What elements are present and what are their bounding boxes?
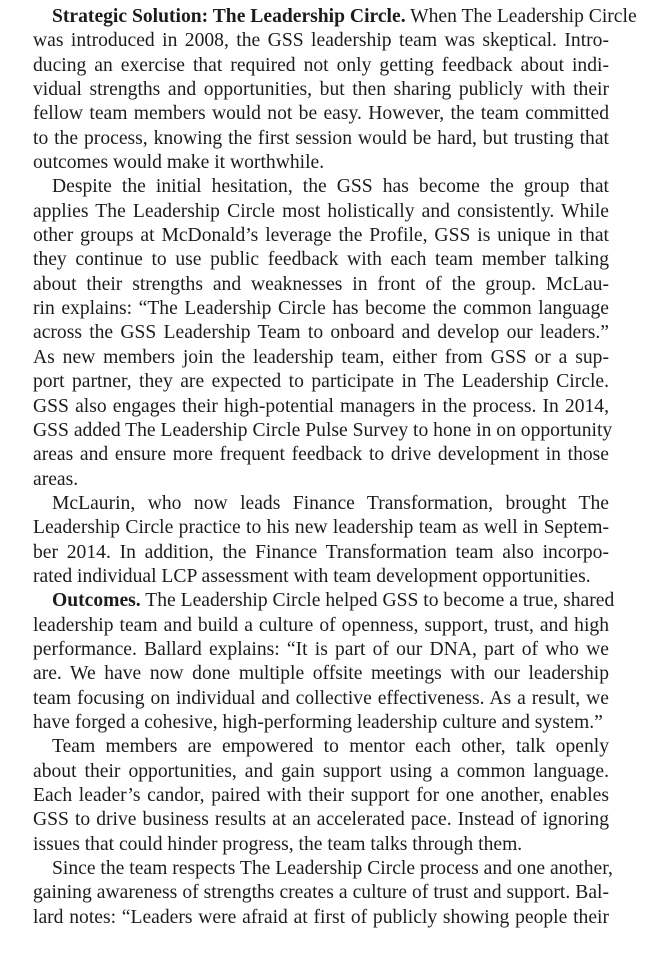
text-line: about their strengths and weaknesses in front of the group. McLau- bbox=[33, 273, 609, 295]
text-line: McLaurin, who now leads Finance Transformation, brought The bbox=[52, 492, 609, 514]
run-in-heading-outcomes: Outcomes. bbox=[52, 590, 141, 612]
text-line: rated individual LCP assessment with team development opportunities. bbox=[33, 565, 591, 587]
text-line: other groups at McDonald’s leverage the Profile, GSS is unique in that bbox=[33, 225, 609, 247]
text-line: vidual strengths and opportunities, but then sharing publicly with their bbox=[33, 79, 609, 101]
text-line: Outcomes. The Leadership Circle helped GSS to become a true, shared bbox=[52, 590, 615, 612]
text-line: Since the team respects The Leadership Circle process and one another, bbox=[52, 858, 613, 880]
text-line: fellow team members would not be easy. However, the team committed bbox=[33, 103, 609, 125]
text-line: outcomes would make it worthwhile. bbox=[33, 152, 325, 174]
text-line: leadership team and build a culture of openness, support, trust, and high bbox=[33, 614, 609, 636]
text-line: performance. Ballard explains: “It is part of our DNA, part of who we bbox=[33, 638, 609, 660]
text-line: have forged a cohesive, high-performing leadership culture and system.” bbox=[33, 711, 603, 733]
text-line: GSS to drive business results at an accelerated pace. Instead of ignoring bbox=[33, 809, 609, 831]
text-line: to the process, knowing the first session would be hard, but trusting that bbox=[33, 127, 609, 149]
text-line: GSS also engages their high-potential managers in the process. In 2014, bbox=[33, 395, 609, 417]
text-line: As new members join the leadership team, either from GSS or a sup- bbox=[33, 346, 609, 368]
text-line: areas. bbox=[33, 468, 79, 490]
paragraph-since-team-respects bbox=[33, 857, 613, 930]
text-line: are. We have now done multiple offsite meetings with our leadership bbox=[33, 663, 609, 685]
text-line: Team members are empowered to mentor each other, talk openly bbox=[52, 736, 609, 758]
text-line: areas and ensure more frequent feedback to drive development in those bbox=[33, 444, 609, 466]
paragraph-outcomes bbox=[33, 589, 615, 735]
text-line: Strategic Solution: The Leadership Circle. When The Leadership Circle bbox=[52, 6, 637, 27]
text-line: ber 2014. In addition, the Finance Transformation team also incorpo- bbox=[33, 541, 609, 563]
text-line: applies The Leadership Circle most holistically and consistently. While bbox=[33, 200, 609, 222]
text-line: Despite the initial hesitation, the GSS has become the group that bbox=[52, 176, 609, 198]
text-line: across the GSS Leadership Team to onboard and develop our leaders.” bbox=[33, 322, 609, 344]
paragraph-despite-hesitation bbox=[33, 175, 613, 491]
paragraph-strategic-solution bbox=[33, 5, 637, 175]
text-line: team focusing on individual and collective effectiveness. As a result, we bbox=[33, 687, 609, 709]
text-line: rin explains: “The Leadership Circle has become the common language bbox=[33, 298, 609, 320]
text-line: issues that could hinder progress, the team talks through them. bbox=[33, 833, 523, 855]
text-line: they continue to use public feedback with each team member talking bbox=[33, 249, 609, 271]
paragraph-team-members bbox=[33, 735, 609, 857]
paragraph-mclaurin-finance bbox=[33, 492, 609, 589]
text-line: about their opportunities, and gain support using a common language. bbox=[33, 760, 609, 782]
text-line: ducing an exercise that required not only getting feedback about indi- bbox=[33, 54, 609, 76]
text-line: was introduced in 2008, the GSS leadership team was skeptical. Intro- bbox=[33, 30, 609, 52]
text-line: Each leader’s candor, paired with their support for one another, enables bbox=[33, 785, 609, 806]
text-line: lard notes: “Leaders were afraid at first of publicly showing people their bbox=[33, 906, 609, 928]
text-line: GSS added The Leadership Circle Pulse Survey to hone in on opportunity bbox=[33, 419, 613, 441]
run-in-heading-strategic-solution: Strategic Solution: The Leadership Circle. bbox=[52, 6, 406, 27]
text-line: Leadership Circle practice to his new leadership team as well in Septem- bbox=[33, 517, 609, 539]
text-line: port partner, they are expected to participate in The Leadership Circle. bbox=[33, 371, 609, 393]
text-line: gaining awareness of strengths creates a culture of trust and support. Bal- bbox=[33, 882, 609, 904]
document-page bbox=[33, 5, 637, 930]
